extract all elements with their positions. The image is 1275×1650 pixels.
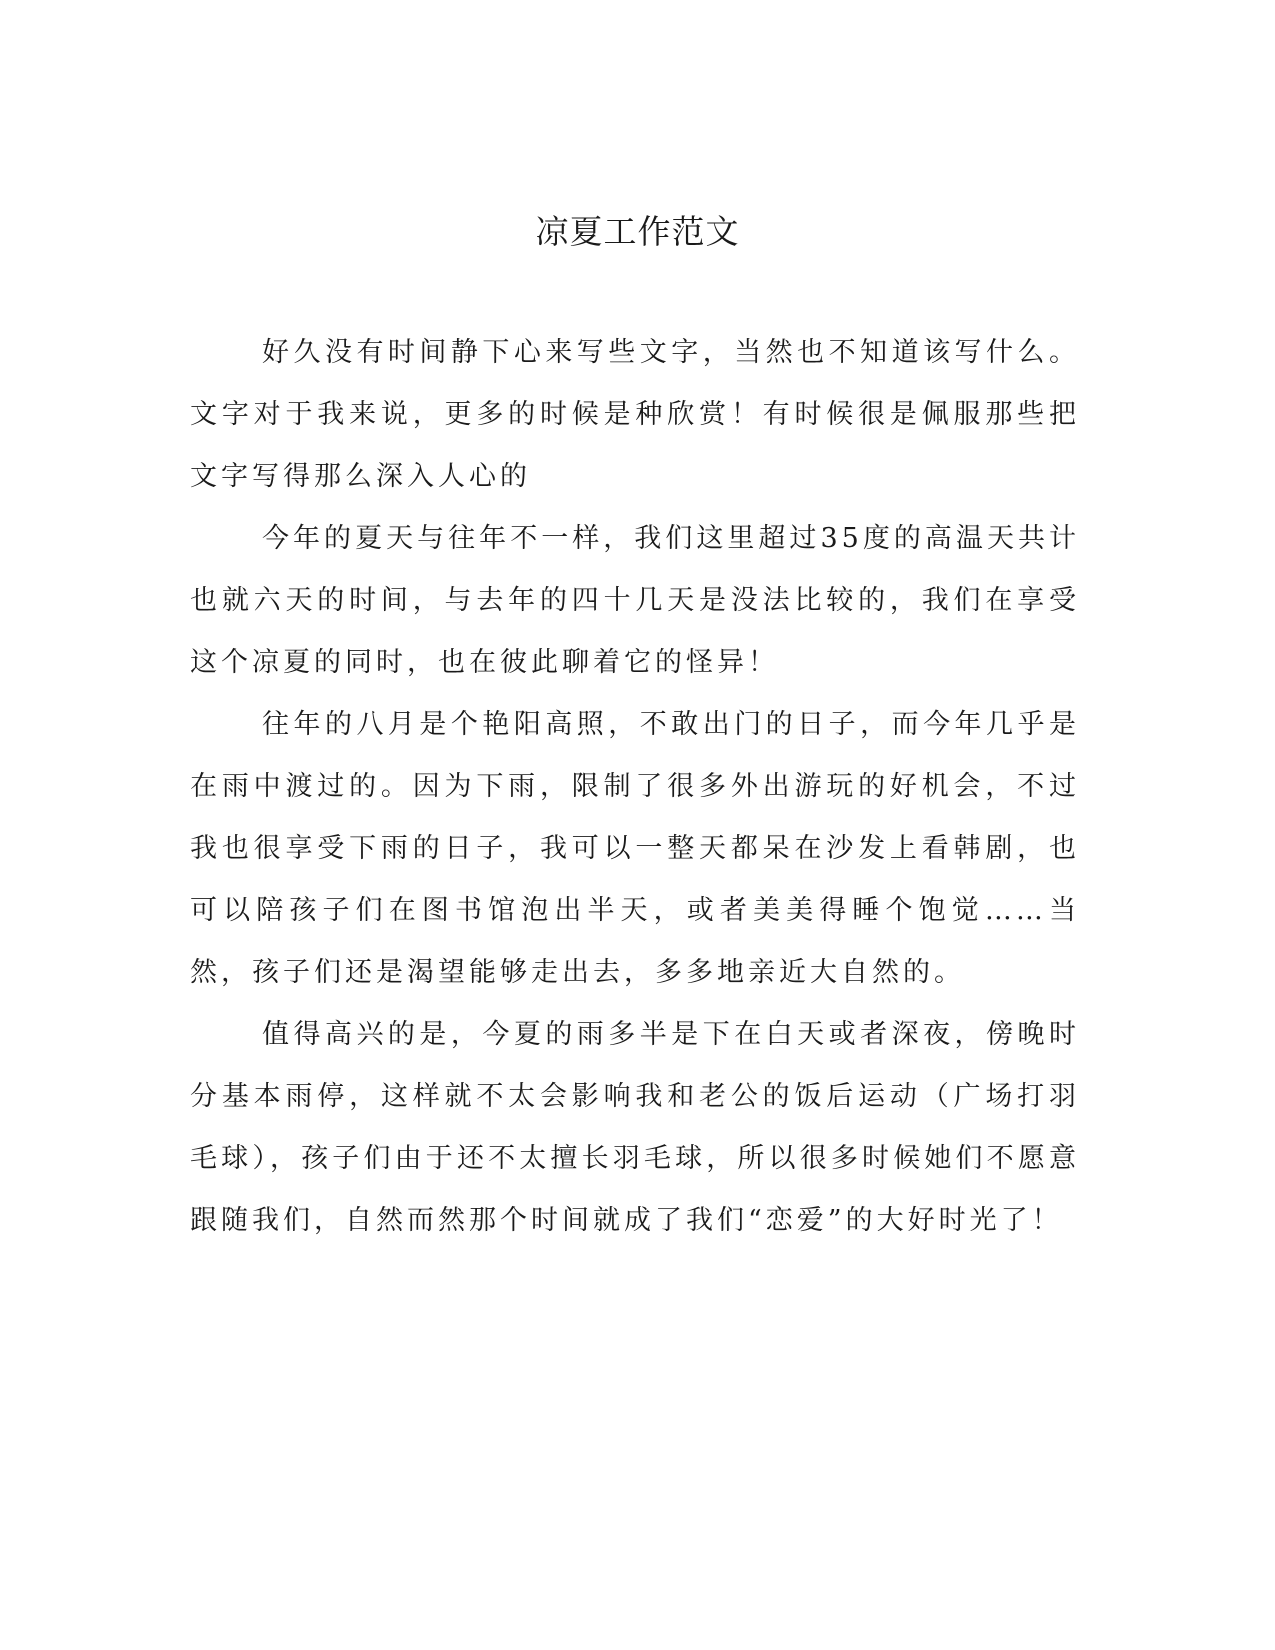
paragraph-1: 好久没有时间静下心来写些文字，当然也不知道该写什么。文字对于我来说，更多的时候是种欣赏！有时候很是佩服那些把文字写得那么深入人心的: [190, 337, 1080, 492]
document-title: 凉夏工作范文: [535, 212, 740, 251]
document-body: [190, 322, 1080, 1252]
paragraph-3: 往年的八月是个艳阳高照，不敢出门的日子，而今年几乎是在雨中渡过的。因为下雨，限制了很多外出游玩的好机会，不过我也很享受下雨的日子，我可以一整天都呆在沙发上看韩剧，也可以陪孩子们在图书馆泡出半天，或者美美得睡个饱觉……当然，孩子们还是渴望能够走出去，多多地亲近大自然的。: [190, 709, 1080, 988]
paragraph-4: 值得高兴的是，今夏的雨多半是下在白天或者深夜，傍晚时分基本雨停，这样就不太会影响我和老公的饭后运动（广场打羽毛球），孩子们由于还不太擅长羽毛球，所以很多时候她们不愿意跟随我们，自然而然那个时间就成了我们“恋爱”的大好时光了！: [190, 1019, 1080, 1236]
paragraph-2: 今年的夏天与往年不一样，我们这里超过35度的高温天共计也就六天的时间，与去年的四十几天是没法比较的，我们在享受这个凉夏的同时，也在彼此聊着它的怪异！: [190, 523, 1080, 678]
